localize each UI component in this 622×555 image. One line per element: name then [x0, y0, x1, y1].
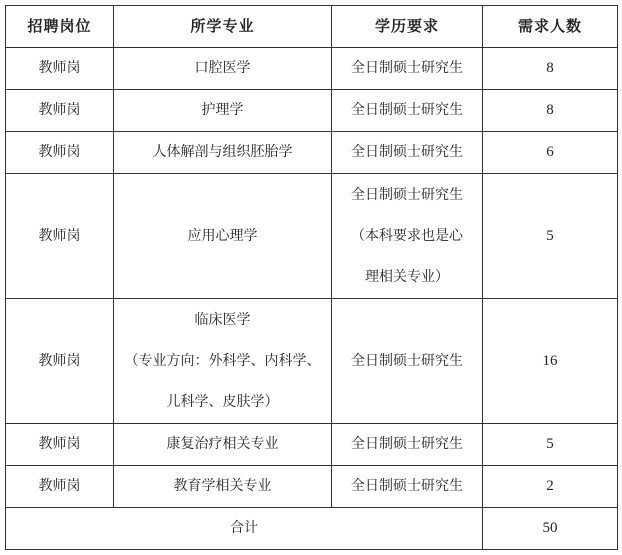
cell-education-line: 全日制硕士研究生 — [351, 436, 463, 452]
cell-education — [332, 299, 483, 424]
cell-major-line: 口腔医学 — [194, 60, 251, 76]
table-row — [6, 424, 618, 466]
cell-position: 教师岗 — [6, 48, 114, 90]
table-row — [6, 299, 618, 424]
cell-education — [332, 466, 483, 508]
cell-count: 16 — [483, 299, 618, 424]
cell-education-line: 理相关专业） — [365, 268, 449, 285]
header-position: 招聘岗位 — [6, 6, 114, 48]
header-education: 学历要求 — [332, 6, 483, 48]
total-count: 50 — [483, 508, 618, 550]
cell-education-line: 全日制硕士研究生 — [351, 186, 463, 203]
cell-education-line: （本科要求也是心 — [351, 227, 463, 244]
cell-position: 教师岗 — [6, 466, 114, 508]
table-row — [6, 90, 618, 132]
cell-major-line: 康复治疗相关专业 — [166, 436, 279, 452]
total-row — [6, 508, 618, 550]
cell-education — [332, 48, 483, 90]
table-header-row — [6, 6, 618, 48]
cell-count: 8 — [483, 90, 618, 132]
header-major: 所学专业 — [114, 6, 332, 48]
cell-position: 教师岗 — [6, 90, 114, 132]
cell-major — [114, 48, 332, 90]
cell-count: 5 — [483, 174, 618, 299]
cell-position: 教师岗 — [6, 424, 114, 466]
cell-major — [114, 466, 332, 508]
total-label: 合计 — [6, 508, 483, 550]
cell-major — [114, 90, 332, 132]
cell-education-line: 全日制硕士研究生 — [351, 352, 463, 369]
cell-education — [332, 424, 483, 466]
table-row — [6, 132, 618, 174]
table-row — [6, 48, 618, 90]
cell-education — [332, 90, 483, 132]
cell-education-line: 全日制硕士研究生 — [351, 60, 463, 76]
cell-major — [114, 424, 332, 466]
cell-major-line: 教育学相关专业 — [173, 478, 272, 494]
cell-major-line: 人体解剖与组织胚胎学 — [152, 144, 293, 160]
cell-education-line: 全日制硕士研究生 — [351, 144, 463, 160]
table-row — [6, 466, 618, 508]
cell-major-line: 临床医学 — [194, 311, 251, 328]
cell-major-line: 儿科学、皮肤学） — [166, 393, 279, 410]
recruitment-table — [5, 5, 618, 550]
header-count: 需求人数 — [483, 6, 618, 48]
cell-position: 教师岗 — [6, 174, 114, 299]
cell-position: 教师岗 — [6, 132, 114, 174]
cell-position: 教师岗 — [6, 299, 114, 424]
cell-count: 2 — [483, 466, 618, 508]
cell-major — [114, 174, 332, 299]
cell-count: 6 — [483, 132, 618, 174]
table-row — [6, 174, 618, 299]
cell-education-line: 全日制硕士研究生 — [351, 478, 463, 494]
cell-education — [332, 132, 483, 174]
cell-major — [114, 132, 332, 174]
cell-major — [114, 299, 332, 424]
cell-major-line: 应用心理学 — [187, 227, 258, 244]
cell-major-line: （专业方向：外科学、内科学、 — [124, 352, 321, 369]
cell-major-line: 护理学 — [201, 102, 244, 118]
cell-education-line: 全日制硕士研究生 — [351, 102, 463, 118]
cell-count: 5 — [483, 424, 618, 466]
cell-education — [332, 174, 483, 299]
cell-count: 8 — [483, 48, 618, 90]
